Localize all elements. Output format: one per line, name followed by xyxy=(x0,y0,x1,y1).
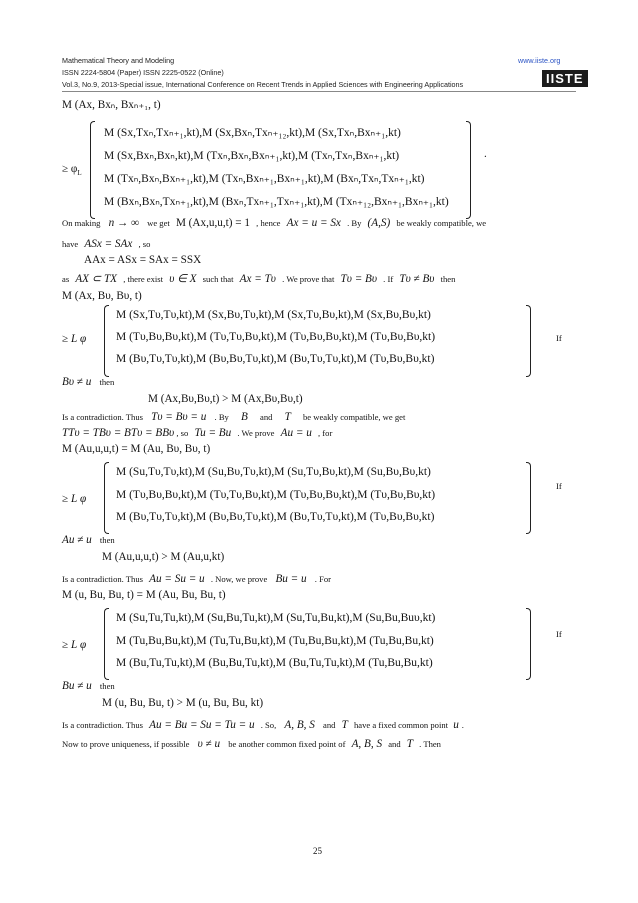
paragraph-line: Is a contradiction. Thus Au = Su = u . Now, we prove Bu = u . For xyxy=(62,573,332,585)
block1-row: M (Sx,Bxₙ,Bxₙ,kt),M (Txₙ,Bxₙ,Bxₙ₊₁,kt),M (Txₙ,Txₙ,Bxₙ₊₁,kt) xyxy=(104,150,400,162)
paragraph-line: On making n → ∞ we get M (Ax,u,u,t) = 1 , hence Ax = u = Sx . By (A,S) be weakly compatible, we xyxy=(62,217,487,229)
block4-lhs: M (u, Bu, Bu, t) = M (Au, Bu, Bu, t) xyxy=(62,589,226,601)
block3-row: M (Bυ,Tυ,Tυ,kt),M (Bυ,Bυ,Tυ,kt),M (Bυ,Tυ,Tυ,kt),M (Tυ,Bυ,Bυ,kt) xyxy=(116,511,435,523)
block3-row: M (Tυ,Bυ,Bυ,kt),M (Tυ,Tυ,Bυ,kt),M (Tυ,Bυ,Bυ,kt),M (Tυ,Bυ,Bυ,kt) xyxy=(116,489,436,501)
block3-if: If xyxy=(556,481,562,491)
block1-left-bracket xyxy=(90,121,95,219)
block3-result: M (Au,u,u,t) > M (Au,u,kt) xyxy=(102,551,225,563)
block4-condition: Bu ≠ u then xyxy=(62,680,115,692)
iiste-logo: IISTE xyxy=(542,70,588,87)
block2-if: If xyxy=(556,333,562,343)
block1-row: M (Bxₙ,Bxₙ,Txₙ₊₁,kt),M (Bxₙ,Txₙ₊₁,Txₙ₊₁,kt),M (Txₙ₊₁₂,Bxₙ₊₁,Bxₙ₊₁,kt) xyxy=(104,196,449,208)
block1-lhs: M (Ax, Bxₙ, Bxₙ₊₁, t) xyxy=(62,99,161,111)
paragraph-line: Is a contradiction. Thus Au = Bu = Su = Tu = u . So, A, B, S and T have a fixed common point u . xyxy=(62,719,464,731)
paragraph-line: Is a contradiction. Thus Tυ = Bυ = u . By B and T be weakly compatible, we get xyxy=(62,411,406,423)
block2-result: M (Ax,Bυ,Bυ,t) > M (Ax,Bυ,Bυ,t) xyxy=(148,393,303,405)
block3-left-bracket xyxy=(104,462,109,534)
header-rule xyxy=(62,91,576,92)
block4-right-bracket xyxy=(526,608,531,680)
journal-url[interactable]: www.iiste.org xyxy=(518,56,561,65)
block4-row: M (Su,Tu,Tu,kt),M (Su,Bu,Tu,kt),M (Su,Tu,Bu,kt),M (Su,Bu,Buυ,kt) xyxy=(116,612,436,624)
block3-row: M (Su,Tυ,Tυ,kt),M (Su,Bυ,Tυ,kt),M (Su,Tυ,Bυ,kt),M (Su,Bυ,Bυ,kt) xyxy=(116,466,431,478)
equation-line: AAx = ASx = SAx = SSX xyxy=(84,254,202,266)
block4-row: M (Tu,Bu,Bu,kt),M (Tu,Tu,Bu,kt),M (Tu,Bu,Bu,kt),M (Tu,Bu,Bu,kt) xyxy=(116,635,434,647)
block4-left-bracket xyxy=(104,608,109,680)
block2-row: M (Tυ,Bυ,Bυ,kt),M (Tυ,Tυ,Bυ,kt),M (Tυ,Bυ,Bυ,kt),M (Tυ,Bυ,Bυ,kt) xyxy=(116,331,436,343)
block1-phi: ≥ $\varphi_L$ xyxy=(62,163,82,178)
block1-end: . xyxy=(484,148,487,160)
block3-condition: Au ≠ u then xyxy=(62,534,115,546)
block2-row: M (Bυ,Tυ,Tυ,kt),M (Bυ,Bυ,Tυ,kt),M (Bυ,Tυ,Tυ,kt),M (Tυ,Bυ,Bυ,kt) xyxy=(116,353,435,365)
paragraph-line: Now to prove uniqueness, if possible υ ≠ u be another common fixed point of A, B, S and T . Then xyxy=(62,738,441,750)
block1-right-bracket xyxy=(466,121,471,219)
block1-row: M (Sx,Txₙ,Txₙ₊₁,kt),M (Sx,Bxₙ,Txₙ₊₁₂,kt),M (Sx,Txₙ,Bxₙ₊₁,kt) xyxy=(104,127,401,139)
block4-row: M (Bu,Tu,Tu,kt),M (Bu,Bu,Tu,kt),M (Bu,Tu,Tu,kt),M (Tu,Bu,Bu,kt) xyxy=(116,657,433,669)
block2-condition: Bυ ≠ u then xyxy=(62,376,115,388)
block2-left-bracket xyxy=(104,305,109,377)
page-number: 25 xyxy=(313,846,322,856)
journal-title: Mathematical Theory and Modeling xyxy=(62,56,175,65)
block4-result: M (u, Bu, Bu, t) > M (u, Bu, Bu, kt) xyxy=(102,697,264,709)
block2-phi: ≥ L φ xyxy=(62,333,87,345)
block2-row: M (Sx,Tυ,Tυ,kt),M (Sx,Bυ,Tυ,kt),M (Sx,Tυ,Bυ,kt),M (Sx,Bυ,Bυ,kt) xyxy=(116,309,431,321)
paragraph-line: TTυ = TBυ = BTυ = BBυ , so Tu = Bu . We prove Au = u , for xyxy=(62,427,333,439)
block3-right-bracket xyxy=(526,462,531,534)
volume-line: Vol.3, No.9, 2013-Special issue, International Conference on Recent Trends in Applied Sciences with Engineering Applications xyxy=(62,80,464,89)
block2-lhs: M (Ax, Bυ, Bυ, t) xyxy=(62,290,142,302)
block4-phi: ≥ L φ xyxy=(62,639,87,651)
block3-lhs: M (Au,u,u,t) = M (Au, Bυ, Bυ, t) xyxy=(62,443,211,455)
block1-row: M (Txₙ,Bxₙ,Bxₙ₊₁,kt),M (Txₙ,Bxₙ₊₁,Bxₙ₊₁,kt),M (Bxₙ,Txₙ,Txₙ₊₁,kt) xyxy=(104,173,425,185)
issn-line: ISSN 2224-5804 (Paper) ISSN 2225-0522 (Online) xyxy=(62,68,224,77)
paragraph-line: as AX ⊂ TX , there exist υ ∈ X such that Ax = Tυ . We prove that Tυ = Bυ . If Tυ ≠ Bυ then xyxy=(62,273,456,285)
block2-right-bracket xyxy=(526,305,531,377)
block3-phi: ≥ L φ xyxy=(62,493,87,505)
paragraph-line: have ASx = SAx , so xyxy=(62,238,151,250)
block4-if: If xyxy=(556,629,562,639)
